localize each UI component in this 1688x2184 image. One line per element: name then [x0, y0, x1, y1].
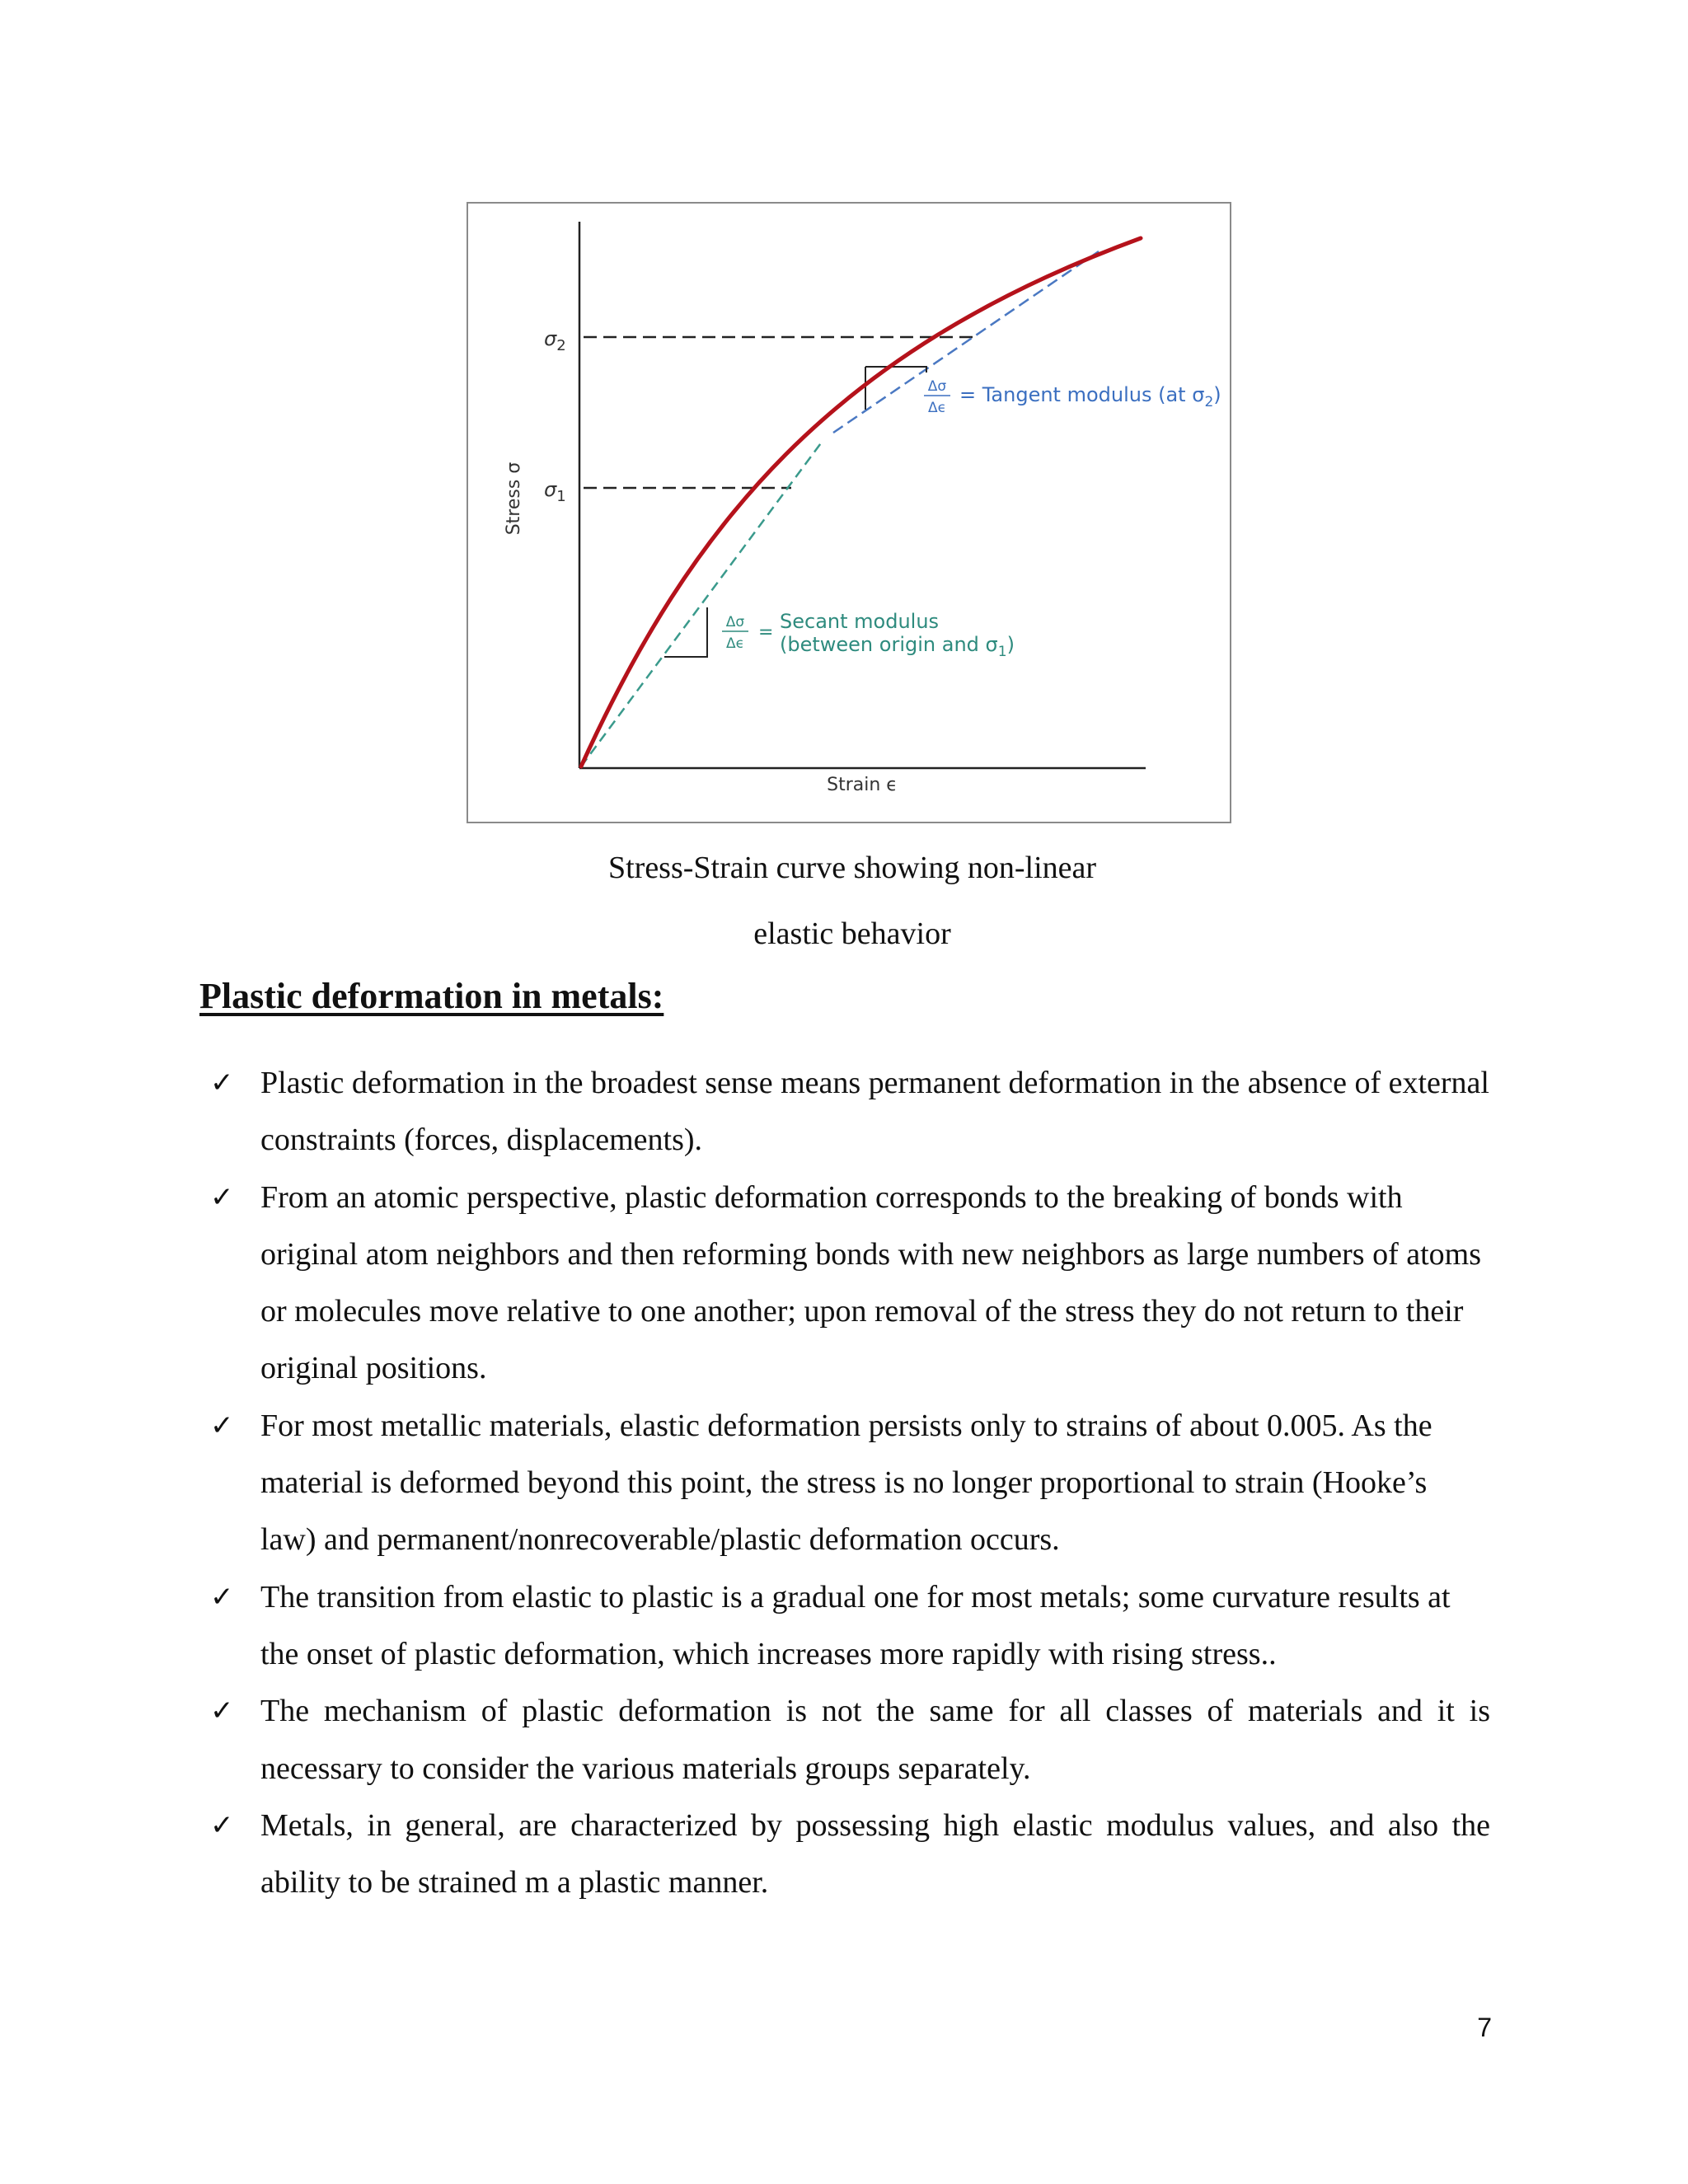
- list-item: [0, 1683, 1688, 1797]
- checkmark-icon: ✓: [210, 1580, 234, 1614]
- checkmark-icon: ✓: [210, 1694, 234, 1728]
- x-axis-label: Strain ϵ: [827, 775, 898, 795]
- section-heading: Plastic deformation in metals:: [199, 976, 664, 1016]
- secant-line: [581, 441, 823, 766]
- bullet-text: The transition from elastic to plastic is a gradual one for most metals; some curvature results at the onset of plastic deformation, which increases more rapidly with rising stress..: [260, 1579, 1451, 1671]
- stress-strain-figure: [467, 202, 1231, 823]
- sigma1-tick-label: $\sigma_1$: [544, 478, 566, 505]
- bullet-text: Metals, in general, are characterized by possessing high elastic modulus values, and also the ability to be strained m a plastic manner.: [260, 1807, 1490, 1900]
- stress-strain-curve: [581, 238, 1141, 766]
- list-item: [0, 1569, 1688, 1684]
- bullet-text: From an atomic perspective, plastic deformation corresponds to the breaking of bonds with original atom neighbors and then reforming bonds with new neighbors as large numbers of atoms or molecules move relative to one another; upon removal of the stress they do not return to their original positions.: [260, 1179, 1481, 1386]
- secant-fraction-numerator: Δσ: [725, 614, 745, 630]
- figure-caption-line1: Stress-Strain curve showing non-linear: [607, 851, 1097, 885]
- list-item: [0, 1055, 1688, 1169]
- stress-strain-diagram: [468, 204, 1233, 825]
- page-number: 7: [1477, 2013, 1492, 2042]
- y-axis-label: Stress σ: [504, 462, 524, 536]
- list-item: [0, 1169, 1688, 1398]
- list-item: [0, 1398, 1688, 1569]
- secant-fraction-denominator: Δϵ: [725, 635, 745, 652]
- bullet-text: The mechanism of plastic deformation is not the same for all classes of materials and it is necessary to consider the various materials groups separately.: [260, 1694, 1490, 1786]
- tangent-fraction-numerator: Δσ: [927, 378, 947, 395]
- tangent-modulus-label: = Tangent modulus (at $\sigma_2$): [959, 383, 1221, 410]
- tangent-fraction-denominator: Δϵ: [927, 400, 947, 416]
- bullet-text: Plastic deformation in the broadest sense means permanent deformation in the absence of external constraints (forces, displacements).: [260, 1066, 1489, 1158]
- checkmark-icon: ✓: [210, 1180, 234, 1214]
- checkmark-icon: ✓: [210, 1808, 234, 1842]
- checkmark-icon: ✓: [210, 1408, 234, 1442]
- figure-caption-line2: elastic behavior: [753, 916, 951, 951]
- secant-slope-triangle: [664, 607, 707, 657]
- sigma2-tick-label: $\sigma_2$: [544, 327, 566, 354]
- bullet-text: For most metallic materials, elastic deformation persists only to strains of about 0.005. As the material is deformed beyond this point, the stress is no longer proportional to strain (Hooke’s law) and permanent/nonrecoverable/plastic deformation occurs.: [260, 1408, 1432, 1558]
- secant-equals-sign: =: [758, 622, 774, 643]
- checkmark-icon: ✓: [210, 1066, 234, 1099]
- tangent-slope-triangle: [865, 367, 926, 410]
- bullet-list: [0, 1055, 1688, 1911]
- list-item: [0, 1797, 1688, 1912]
- secant-modulus-label-line2: (between origin and $\sigma_1$): [780, 633, 1015, 660]
- secant-modulus-label-line1: Secant modulus: [780, 610, 940, 633]
